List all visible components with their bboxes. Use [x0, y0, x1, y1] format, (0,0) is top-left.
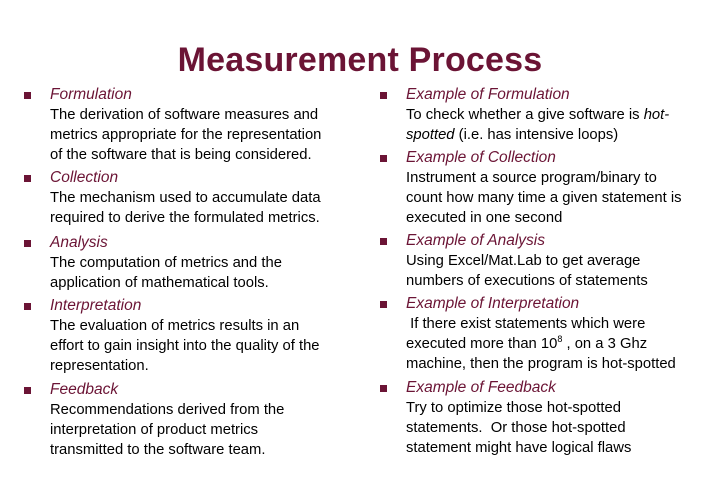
item-line: The computation of metrics and the	[50, 255, 282, 271]
line-text: , on a 3 Ghz	[562, 336, 648, 352]
item-heading: Example of Feedback	[406, 379, 556, 396]
exponent: 8	[557, 334, 563, 345]
item-heading: Formulation	[50, 86, 132, 103]
list-item-formulation	[24, 85, 354, 165]
item-line: If there exist statements which were	[406, 316, 646, 332]
list-item-example-formulation	[380, 85, 710, 145]
list-item-interpretation	[24, 296, 354, 376]
item-line: count how many time a given statement is	[406, 190, 682, 206]
line-italic-text: spotted	[406, 127, 455, 143]
item-heading: Collection	[50, 169, 119, 186]
square-bullet-icon	[24, 92, 31, 99]
list-item-example-collection	[380, 148, 710, 228]
item-line: Instrument a source program/binary to	[406, 170, 657, 186]
item-line: of the software that is being considered.	[50, 147, 312, 163]
item-line: required to derive the formulated metrics.	[50, 210, 320, 226]
line-text: executed more than 10	[406, 336, 558, 352]
list-item-example-analysis	[380, 231, 710, 291]
item-line: The derivation of software measures and	[50, 107, 319, 123]
item-line: statements. Or those hot-spotted	[406, 420, 626, 436]
list-item-collection	[24, 168, 354, 228]
right-column	[380, 85, 710, 458]
square-bullet-icon	[24, 303, 31, 310]
item-heading: Interpretation	[50, 297, 142, 314]
item-line: Using Excel/Mat.Lab to get average	[406, 253, 641, 269]
item-line: transmitted to the software team.	[50, 442, 266, 458]
item-heading: Example of Collection	[406, 149, 556, 166]
item-line	[406, 125, 710, 145]
item-line: metrics appropriate for the representation	[50, 127, 322, 143]
list-item-analysis	[24, 233, 354, 293]
list-item-example-feedback	[380, 378, 710, 458]
square-bullet-icon	[380, 385, 387, 392]
square-bullet-icon	[380, 155, 387, 162]
item-heading: Feedback	[50, 381, 119, 398]
line-text: (i.e. has intensive loops)	[454, 127, 619, 143]
list-item-example-interpretation	[380, 294, 710, 374]
item-heading: Analysis	[50, 234, 108, 251]
square-bullet-icon	[24, 240, 31, 247]
item-line	[406, 334, 710, 354]
item-line: representation.	[50, 358, 149, 374]
square-bullet-icon	[380, 92, 387, 99]
item-heading: Example of Interpretation	[406, 295, 580, 312]
page-title: Measurement Process	[177, 41, 543, 79]
square-bullet-icon	[380, 238, 387, 245]
item-line: effort to gain insight into the quality of the	[50, 338, 320, 354]
square-bullet-icon	[24, 175, 31, 182]
item-line: The mechanism used to accumulate data	[50, 190, 321, 206]
left-column	[24, 85, 354, 460]
item-line: The evaluation of metrics results in an	[50, 318, 300, 334]
square-bullet-icon	[24, 387, 31, 394]
item-line: machine, then the program is hot-spotted	[406, 356, 676, 372]
item-line: interpretation of product metrics	[50, 422, 259, 438]
item-line: executed in one second	[406, 210, 563, 226]
item-line: application of mathematical tools.	[50, 275, 269, 291]
line-text: To check whether a give software is	[406, 107, 644, 123]
line-italic-text: hot-	[643, 107, 670, 123]
item-line	[406, 105, 710, 125]
item-line: numbers of executions of statements	[406, 273, 648, 289]
item-line: statement might have logical flaws	[406, 440, 632, 456]
item-line: Try to optimize those hot-spotted	[406, 400, 621, 416]
square-bullet-icon	[380, 301, 387, 308]
item-heading: Example of Formulation	[406, 86, 570, 103]
item-line: Recommendations derived from the	[50, 402, 285, 418]
item-heading: Example of Analysis	[406, 232, 545, 249]
list-item-feedback	[24, 380, 354, 460]
